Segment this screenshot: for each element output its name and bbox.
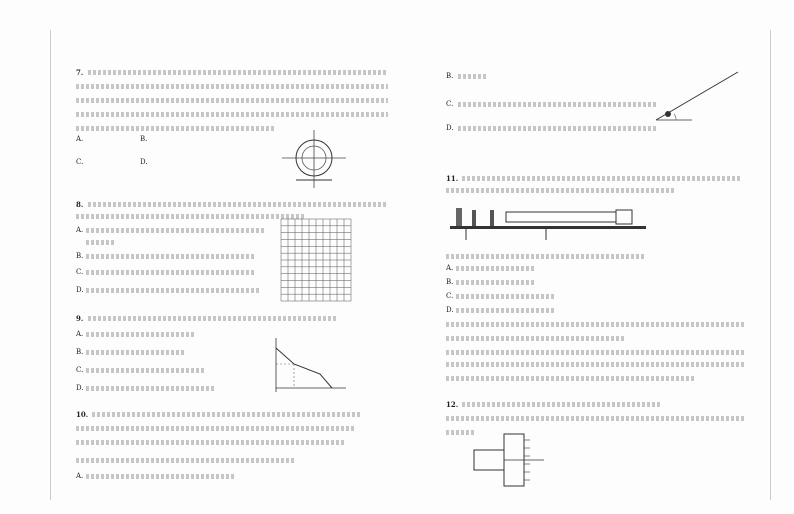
q8-text-line [76, 214, 306, 219]
q11-text-line [446, 336, 626, 341]
q9-text-line [86, 386, 216, 391]
incline-diagram [652, 64, 742, 126]
q10-text-line [76, 440, 346, 445]
question-11-number: 11. [446, 174, 459, 183]
q8-text-line [86, 240, 116, 245]
question-8-number: 8. [76, 200, 84, 209]
q9-option-a[interactable]: A. [76, 330, 84, 338]
q8-option-d[interactable]: D. [76, 286, 84, 294]
q8-grid-diagram [280, 218, 352, 302]
q8-text-line [86, 228, 266, 233]
q12-text-line [462, 402, 662, 407]
q11-text-line [446, 188, 676, 193]
q10-text-line [92, 412, 362, 417]
q8-text-line [86, 254, 256, 259]
q7-option-c[interactable]: C. [76, 158, 84, 166]
q11-text-line [446, 322, 746, 327]
q11-option-a[interactable]: A. [446, 264, 454, 272]
q8-text-line [86, 288, 261, 293]
q11-option-c[interactable]: C. [446, 292, 454, 300]
q7-option-d[interactable]: D. [140, 158, 148, 166]
q8-text-line [86, 270, 256, 275]
question-9-number: 9. [76, 314, 84, 323]
q11-apparatus-diagram [446, 196, 656, 244]
q9-text-line [86, 350, 186, 355]
q9-option-b[interactable]: B. [76, 348, 84, 356]
question-7-number: 7. [76, 68, 84, 77]
q9-text-line [88, 316, 338, 321]
q9-text-line [86, 332, 196, 337]
scan-right-edge [770, 30, 771, 500]
prev-q-option-b[interactable]: B. [446, 72, 454, 80]
q7-option-b[interactable]: B. [140, 135, 148, 143]
q11-text-line [446, 376, 696, 381]
question-10-number: 10. [76, 410, 89, 419]
q8-option-c[interactable]: C. [76, 268, 84, 276]
scan-left-edge [50, 30, 51, 500]
q7-text-line [76, 84, 388, 89]
prev-q-text-line [458, 102, 658, 107]
q7-circle-diagram [280, 128, 350, 190]
question-12-number: 12. [446, 400, 459, 409]
q8-option-a[interactable]: A. [76, 226, 84, 234]
prev-q-text-line [458, 126, 658, 131]
q9-option-d[interactable]: D. [76, 384, 84, 392]
q9-option-c[interactable]: C. [76, 366, 84, 374]
q11-text-line [456, 294, 556, 299]
q11-text-line [462, 176, 742, 181]
prev-q-text-line [458, 74, 488, 79]
q7-text-line [76, 98, 388, 103]
q7-text-line [88, 70, 388, 75]
q12-micrometer-diagram [470, 430, 550, 490]
q11-text-line [456, 280, 536, 285]
q10-text-line [86, 474, 236, 479]
q11-text-line [446, 350, 746, 355]
q11-text-line [446, 362, 746, 367]
q11-text-line [456, 308, 556, 313]
prev-q-option-c[interactable]: C. [446, 100, 454, 108]
q10-option-a[interactable]: A. [76, 472, 84, 480]
q12-text-line [446, 416, 746, 421]
q11-text-line [456, 266, 536, 271]
q10-text-line [76, 426, 356, 431]
q7-option-a[interactable]: A. [76, 135, 84, 143]
prev-q-option-d[interactable]: D. [446, 124, 454, 132]
q11-text-line [446, 254, 646, 259]
q9-text-line [86, 368, 206, 373]
q8-option-b[interactable]: B. [76, 252, 84, 260]
q8-text-line [88, 202, 388, 207]
q7-text-line [76, 112, 388, 117]
q10-text-line [76, 458, 296, 463]
q7-text-line [76, 126, 276, 131]
q9-graph-diagram [268, 334, 350, 396]
q11-option-d[interactable]: D. [446, 306, 454, 314]
q11-option-b[interactable]: B. [446, 278, 454, 286]
